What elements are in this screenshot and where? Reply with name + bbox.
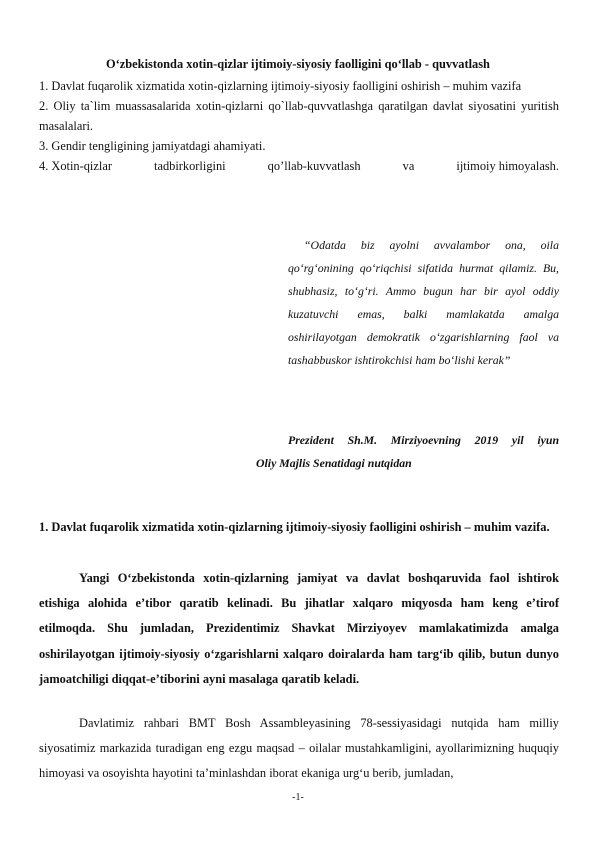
plan-item-4-word: qo’llab-kuvvatlash [267,159,361,173]
quote-attribution [256,429,559,475]
plan-item-4-word: ijtimoiy himoyalash. [456,159,559,173]
plan-item-3: 3. Gendir tengligining jamiyatdagi ahamiyati. [39,139,266,153]
plan-item-4-word: tadbirkorligini [154,159,226,173]
plan-item-4-word: va [402,159,415,173]
plan-item-1: 1. Davlat fuqarolik xizmatida xotin-qizlarning ijtimoiy-siyosiy faolligini oshirish – muhim vazifa [39,79,522,93]
plan-item-2: 2. Oliy ta`lim muassasalarida xotin-qizlarni qo`llab-quvvatlashga qaratilgan davlat siyosatini yuritish masalalari. [39,99,559,133]
lecture-plan [39,76,559,176]
attribution-line-1: Prezident Sh.M. Mirziyoevning 2019 yil iyun [288,433,559,447]
page-number: -1- [292,792,304,803]
attribution-line-2: Oliy Majlis Senatidagi nutqidan [256,456,412,470]
section-heading: 1. Davlat fuqarolik xizmatida xotin-qizlarning ijtimoiy-siyosiy faolligini oshirish – muhim vazifa. [39,520,550,534]
body-paragraph: Davlatimiz rahbari BMT Bosh Assambleyasining 78-sessiyasidagi nutqida ham milliy siyosatimiz markazida turadigan eng ezgu maqsad – oilalar mustahkamligini, ayollarimizning huquqiy himoyasi va osoyishta hayotini ta’minlashdan iborat ekaniga urg‘u berib, jumladan, [39,716,559,781]
bold-paragraph: Yangi O‘zbekistonda xotin-qizlarning jamiyat va davlat boshqaruvida faol ishtirok etishiga alohida e’tibor qaratib kelinadi. Bu jihatlar xalqaro miqyosda ham keng e’tirof etilmoqda. Shu jumladan, Prezidentimiz Shavkat Mirziyoyev mamlakatimizda amalga oshirilayotgan ijtimoiy-siyosiy o‘zgarishlarni xalqaro doiralarda ham targ‘ib qilib, butun dunyo jamoatchiligi diqqat-e’tiborini ayni masalaga qaratib keladi. [39,571,559,686]
plan-item-4 [39,156,559,176]
epigraph-quote: “Odatda biz ayolni avvalambor ona, oila qo‘rg‘onining qo‘riqchisi sifatida hurmat qilamiz. Bu, shubhasiz, to‘g‘ri. Ammo bugun har bir ayol oddiy kuzatuvchi emas, balki mamlakatda amalga oshirilayotgan demokratik o‘zgarishlarning faol va tashabbuskor ishtirokchisi ham bo‘lishi kerak” [288,238,559,367]
plan-item-4-word: 4. Xotin-qizlar [39,159,112,173]
document-title: O‘zbekistonda xotin-qizlar ijtimoiy-siyosiy faolligini qo‘llab - quvvatlash [106,57,490,71]
